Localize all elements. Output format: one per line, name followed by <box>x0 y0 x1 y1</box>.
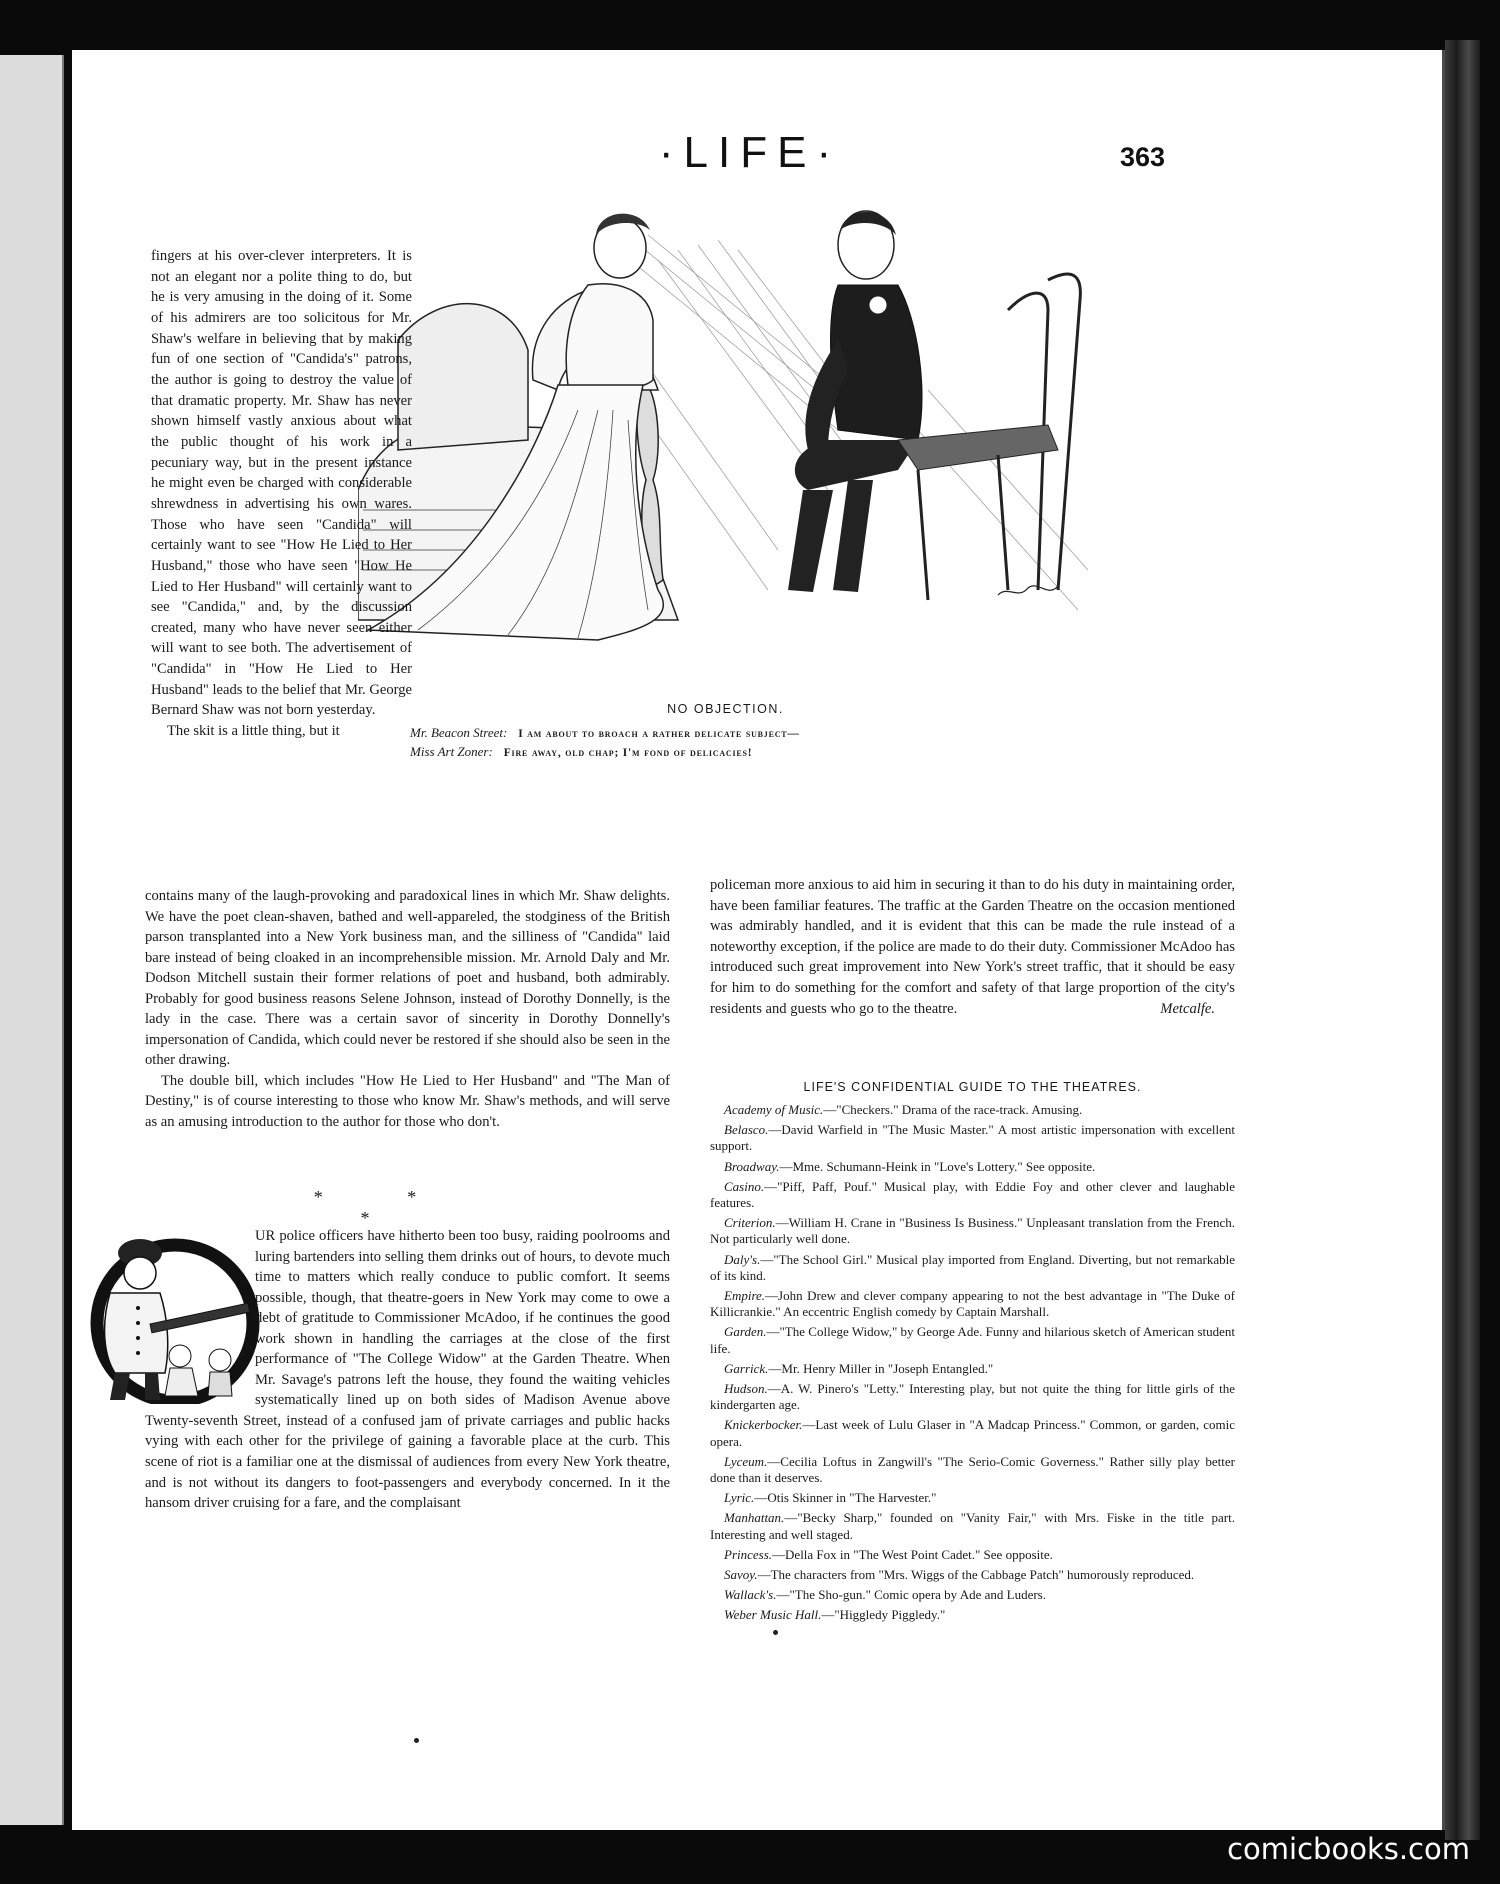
guide-theatre-name: Belasco. <box>724 1122 769 1138</box>
guide-theatre-name: Empire. <box>724 1288 766 1304</box>
guide-entry <box>710 1547 1235 1563</box>
guide-theatre-name: Knickerbocker. <box>724 1417 803 1433</box>
guide-theatre-name: Academy of Music. <box>724 1102 824 1117</box>
guide-entry <box>710 1102 1235 1118</box>
guide-theatre-name: Criterion. <box>724 1215 776 1231</box>
guide-entry <box>710 1324 1235 1356</box>
caption-speech: I am about to broach a rather delicate subject— <box>518 728 800 740</box>
guide-entry-text: —A. W. Pinero's "Letty." Interesting play, but not quite the thing for little girls of the kindergarten age. <box>710 1381 1235 1413</box>
guide-entry <box>710 1490 1235 1506</box>
cartoon-title: NO OBJECTION. <box>667 702 784 716</box>
guide-theatre-name: Broadway. <box>724 1158 780 1174</box>
caption-speaker: Mr. Beacon Street: <box>410 725 508 740</box>
article-paragraph: fingers at his over-clever interpreters. It is not an elegant nor a polite thing to do, but he is very amusing in the doing of it. Some of his admirers are too solicitous for Mr. Shaw's welfare in believing that by making fun of one section of "Candida's" patrons, the author is going to destroy the value of that dramatic property. Mr. Shaw has never shown himself vastly anxious about what the public thought of his work in a pecuniary way, but in the present instance he might even be charged with considerable shrewdness in advertising his own wares. Those who have seen "Candida" will certainly want to see "How He Lied to Her Husband," those who have seen "How He Lied to Her Husband" will certainly want to see "Candida," and, by the discussion created, many who have never seen either will want to see both. The advertisement of "Candida" in "How He Lied to Her Husband" leads to the belief that Mr. George Bernard Shaw was not born yesterday. <box>151 248 413 719</box>
article-column-middle-left <box>145 886 670 1132</box>
guide-entry-text: —"The School Girl." Musical play imported from England. Diverting, but not remarkable of its kind. <box>710 1251 1235 1283</box>
guide-theatre-name: Hudson. <box>724 1381 768 1397</box>
stray-ink-dot <box>773 1630 778 1635</box>
cartoon-caption-line-2 <box>410 744 1050 760</box>
guide-theatre-name: Wallack's. <box>724 1587 777 1603</box>
dropcap-float-spacer <box>145 1226 255 1402</box>
guide-theatre-name: Daly's. <box>724 1251 761 1267</box>
article-paragraph <box>710 875 1235 1019</box>
guide-entry <box>710 1252 1235 1284</box>
guide-entry <box>710 1587 1235 1603</box>
guide-entry <box>710 1215 1235 1247</box>
guide-entry <box>710 1417 1235 1449</box>
cartoon-illustration <box>358 190 1093 650</box>
article-column-top-left <box>151 246 412 742</box>
guide-entry <box>710 1510 1235 1542</box>
guide-theatre-name: Casino. <box>724 1178 765 1194</box>
guide-theatre-name: Garrick. <box>724 1360 769 1376</box>
guide-theatre-name: Lyceum. <box>724 1453 768 1469</box>
left-page-edge <box>0 55 64 1825</box>
guide-entry-text: —William H. Crane in "Business Is Business." Unpleasant translation from the French. Not particularly well done. <box>710 1215 1235 1247</box>
guide-entry <box>710 1288 1235 1320</box>
author-signature: Metcalfe. <box>1160 1000 1215 1017</box>
guide-entry-text: —David Warfield in "The Music Master." A most artistic impersonation with excellent support. <box>710 1122 1235 1154</box>
guide-entry-text: —The characters from "Mrs. Wiggs of the Cabbage Patch" humorously reproduced. <box>757 1567 1195 1583</box>
theatre-guide-title: LIFE'S CONFIDENTIAL GUIDE TO THE THEATRES. <box>803 1080 1142 1094</box>
guide-entry-text: —Otis Skinner in "The Harvester." <box>754 1490 937 1506</box>
guide-theatre-name: Manhattan. <box>724 1510 785 1526</box>
guide-entry-text: —"The Sho-gun." Comic opera by Ade and Luders. <box>776 1587 1046 1603</box>
guide-entry-text: —"Becky Sharp," founded on "Vanity Fair," with Mrs. Fiske in the title part. Interesting and well staged. <box>710 1510 1235 1542</box>
stray-ink-dot <box>414 1738 419 1743</box>
masthead-title: ·LIFE· <box>658 128 842 177</box>
guide-entry-text: —Cecilia Loftus in Zangwill's "The Serio-Comic Governess." Rather silly play better done than it deserves. <box>710 1453 1235 1486</box>
article-column-right <box>710 875 1235 1019</box>
guide-entry <box>710 1381 1235 1413</box>
guide-entry <box>710 1361 1235 1377</box>
book-spine <box>1445 40 1480 1840</box>
article-paragraph: The skit is a little thing, but it <box>167 723 340 740</box>
page-number: 363 <box>1120 142 1166 172</box>
guide-entry <box>710 1607 1235 1623</box>
site-watermark: comicbooks.com <box>1227 1832 1470 1866</box>
guide-entry <box>710 1122 1235 1154</box>
guide-theatre-name: Garden. <box>724 1324 767 1340</box>
guide-theatre-name: Lyric. <box>724 1490 755 1506</box>
cartoon-caption-line-1 <box>410 725 1050 741</box>
article-paragraph: contains many of the laugh-provoking and paradoxical lines in which Mr. Shaw delights. We have the poet clean-shaven, bathed and well-appareled, the stodginess of the British parson transplanted into a New York business man, and the silliness of "Candida" laid bare instead of being cloaked in an incomprehensible mission. Mr. Arnold Daly and Mr. Dodson Mitchell sustain their former relations of poet and husband, both admirably. Probably for good business reasons Selene Johnson, instead of Dorothy Donnelly, is the lady in the case. There was a certain savor of sincerity in Dorothy Donnelly's impersonation of Candida, which could never be restored if she should also be seen in the other drawing. <box>145 888 670 1068</box>
guide-entry-text: —"Piff, Paff, Pouf." Musical play, with Eddie Foy and other clever and laughable features. <box>710 1178 1235 1211</box>
guide-theatre-name: Weber Music Hall. <box>724 1607 822 1623</box>
article-paragraph-text: policeman more anxious to aid him in securing it than to do his duty in maintaining order, have been familiar features. The traffic at the Garden Theatre on the occasion mentioned was admirably handled, and it is evident that this can be made the rule instead of a noteworthy exception, if the police are made to do their duty. Commissioner McAdoo has introduced such great improvement into New York's street traffic, that it should be easy for him to do something for the comfort and safety of that large proportion of the city's residents and guests who go to the theatre. <box>710 877 1235 1017</box>
caption-speech: Fire away, old chap; I'm fond of delicacies! <box>503 747 753 759</box>
guide-entry-text: —Mr. Henry Miller in "Joseph Entangled." <box>768 1360 994 1376</box>
guide-entry <box>710 1179 1235 1211</box>
guide-entry-text: —"Higgledy Piggledy." <box>821 1607 946 1623</box>
guide-entry-text: —Last week of Lulu Glaser in "A Madcap Princess." Common, or garden, comic opera. <box>710 1417 1235 1449</box>
guide-theatre-name: Savoy. <box>724 1567 758 1583</box>
guide-entry <box>710 1159 1235 1175</box>
article-paragraph: UR police officers have hitherto been too busy, raiding poolrooms and luring bartenders into selling them drinks out of hours, to devote much time to matters which really conduce to public comfort. It seems possible, though, that theatre-goers in New York may come to owe a debt of gratitude to Commissioner McAdoo, if he continues the good work shown in handling the carriages at the close of the first performance of "The College Widow" at the Garden Theatre. When Mr. Savage's patrons left the house, they found the waiting vehicles systematically lined up on both sides of Madison Avenue above Twenty-seventh Street, instead of a confused jam of private carriages and public hacks vying with each other for the privilege of gaining a favorable place at the curb. This scene of riot is a familiar one at the dismissal of audiences from every New York theatre, and is not without its dangers to foot-passengers and everybody concerned. In it the hansom driver cruising for a fare, and the complaisant <box>145 1228 670 1512</box>
guide-entry-text: —"The College Widow," by George Ade. Funny and hilarious sketch of American student life. <box>710 1324 1235 1356</box>
guide-entry-text: —"Checkers." Drama of the race-track. Amusing. <box>823 1102 1083 1117</box>
theatre-guide-list <box>710 1102 1235 1628</box>
guide-entry-text: —Della Fox in "The West Point Cadet." See opposite. <box>772 1546 1053 1562</box>
guide-theatre-name: Princess. <box>724 1546 773 1562</box>
guide-entry-text: —John Drew and clever company appearing to not the best advantage in "The Duke of Killicrankie." An eccentric English comedy by Captain Marshall. <box>710 1288 1235 1320</box>
section-divider-stars: * * * <box>313 1187 457 1228</box>
guide-entry <box>710 1454 1235 1486</box>
guide-entry-text: —Mme. Schumann-Heink in "Love's Lottery." See opposite. <box>779 1158 1096 1174</box>
caption-speaker: Miss Art Zoner: <box>410 744 493 759</box>
guide-entry <box>710 1567 1235 1583</box>
article-column-bottom-left <box>145 1226 670 1514</box>
article-paragraph: The double bill, which includes "How He Lied to Her Husband" and "The Man of Destiny," is of course interesting to those who know Mr. Shaw's methods, and will serve as an amusing introduction to the author for those who don't. <box>145 1072 670 1130</box>
